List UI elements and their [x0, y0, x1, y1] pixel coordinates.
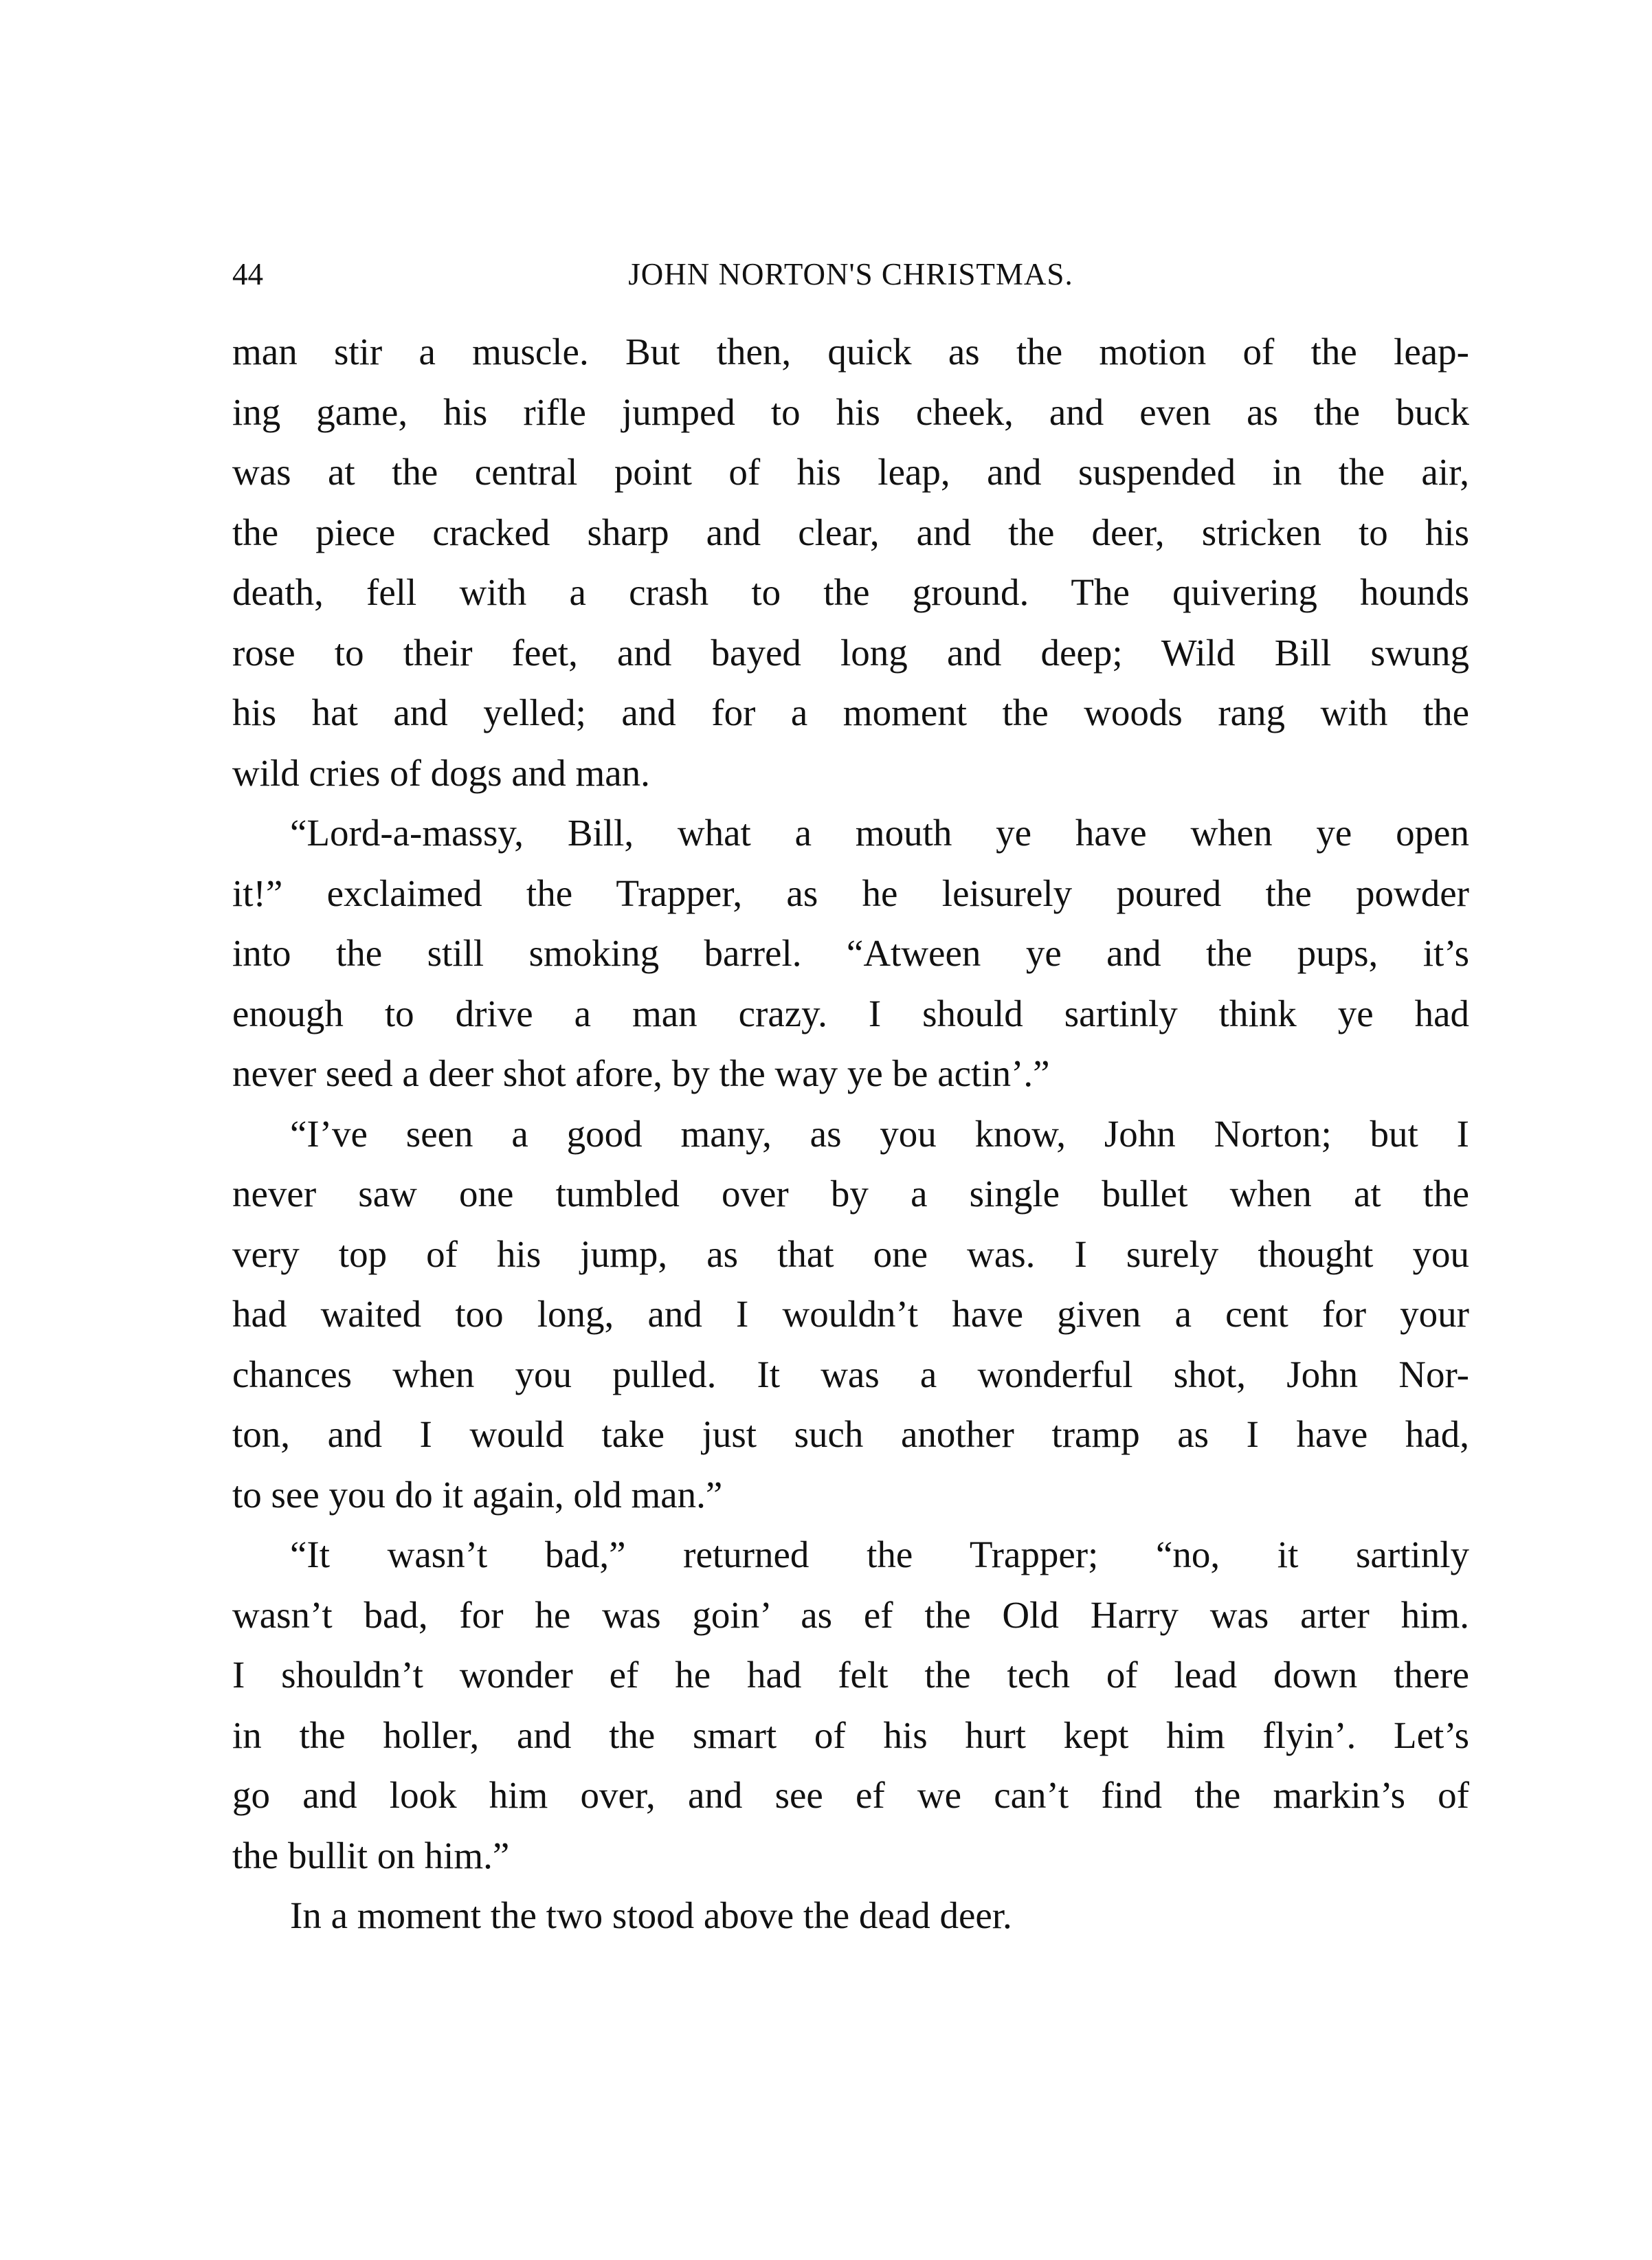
text-line: never seed a deer shot afore, by the way ye be actin’.” [232, 1052, 1050, 1094]
text-line: in the holler, and the smart of his hurt kept him flyin’. Let’s [232, 1714, 1469, 1756]
text-line: the piece cracked sharp and clear, and the deer, stricken to his [232, 511, 1469, 553]
running-title: JOHN NORTON'S CHRISTMAS. [628, 257, 1073, 291]
text-line: I shouldn’t wonder ef he had felt the tech of lead down there [232, 1654, 1469, 1696]
text-line: chances when you pulled. It was a wonderful shot, John Nor- [232, 1353, 1469, 1395]
text-line: his hat and yelled; and for a moment the woods rang with the [232, 691, 1469, 733]
text-line: had waited too long, and I wouldn’t have given a cent for your [232, 1293, 1469, 1335]
text-line: enough to drive a man crazy. I should sartinly think ye had [232, 992, 1469, 1034]
text-line: In a moment the two stood above the dead deer. [290, 1894, 1012, 1936]
page-header [232, 250, 1469, 298]
text-line: it!” exclaimed the Trapper, as he leisurely poured the powder [232, 872, 1469, 914]
text-line: “Lord-a-massy, Bill, what a mouth ye have when ye open [290, 812, 1469, 854]
text-line: ton, and I would take just such another tramp as I have had, [232, 1413, 1469, 1455]
text-line: never saw one tumbled over by a single bullet when at the [232, 1173, 1469, 1215]
text-line: was at the central point of his leap, and suspended in the air, [232, 451, 1469, 493]
text-line: very top of his jump, as that one was. I surely thought you [232, 1232, 1469, 1275]
text-line: rose to their feet, and bayed long and deep; Wild Bill swung [232, 631, 1469, 674]
paragraph [232, 1525, 1469, 1885]
text-line: “It wasn’t bad,” returned the Trapper; “no, it sartinly [290, 1533, 1469, 1575]
text-line: death, fell with a crash to the ground. The quivering hounds [232, 571, 1469, 613]
paragraph [232, 322, 1469, 803]
paragraph [232, 1104, 1469, 1525]
page-number: 44 [232, 257, 263, 291]
paragraph [232, 1885, 1469, 1946]
text-line: wasn’t bad, for he was goin’ as ef the Old Harry was arter him. [232, 1593, 1469, 1636]
paragraph [232, 803, 1469, 1104]
text-line: wild cries of dogs and man. [232, 751, 650, 794]
body-text [232, 322, 1469, 1946]
text-line: man stir a muscle. But then, quick as the motion of the leap- [232, 331, 1469, 373]
text-line: the bullit on him.” [232, 1834, 510, 1876]
text-line: to see you do it again, old man.” [232, 1473, 723, 1516]
text-line: “I’ve seen a good many, as you know, John Norton; but I [290, 1112, 1469, 1155]
text-line: ing game, his rifle jumped to his cheek, and even as the buck [232, 390, 1469, 433]
text-line: go and look him over, and see ef we can’t find the markin’s of [232, 1774, 1469, 1816]
text-line: into the still smoking barrel. “Atween ye and the pups, it’s [232, 932, 1469, 974]
